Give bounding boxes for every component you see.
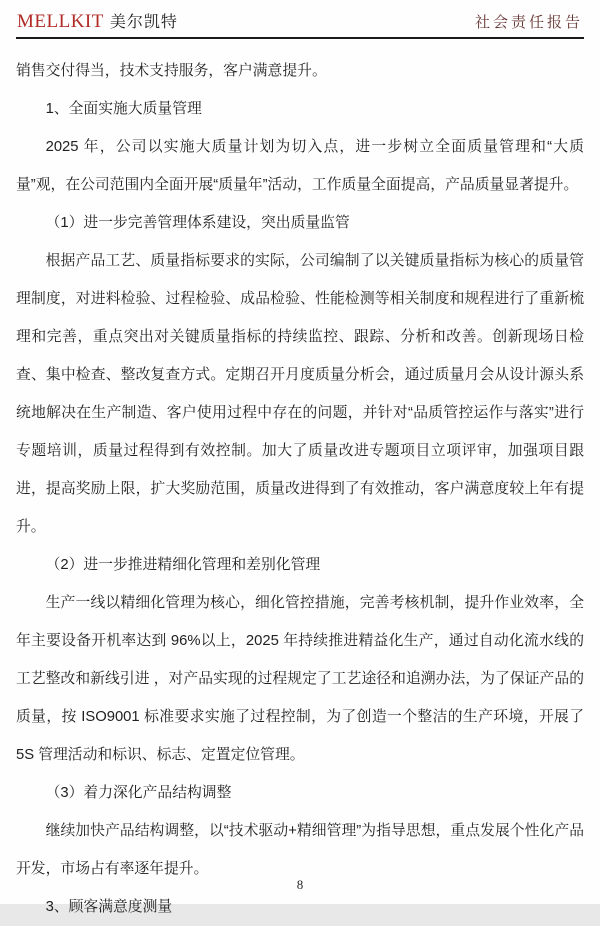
logo-latin-text: MELLKIT bbox=[17, 11, 104, 32]
section-heading: （1）进一步完善管理体系建设，突出质量监管 bbox=[45, 215, 350, 231]
report-title: 社会责任报告 bbox=[474, 15, 583, 31]
document-body bbox=[0, 39, 600, 926]
paragraph: 生产一线以精细化管理为核心，细化管控措施，完善考核机制，提升作业效率，全年主要设备开机率达到 96%以上，2025 年持续推进精益化生产，通过自动化流水线的工艺整改和新线引进 ，对产品实现的过程规定了工艺途径和追溯办法，为了保证产品的质量，按 ISO9001 标准要求实施了过程控制，为了创造一个整洁的生产环境，开展了 5S 管理活动和标识、标志、定置定位管理。 bbox=[16, 595, 584, 763]
section-heading: （3）着力深化产品结构调整 bbox=[45, 785, 232, 801]
page-header bbox=[0, 0, 600, 37]
company-logo bbox=[17, 9, 178, 33]
section-heading: 1、全面实施大质量管理 bbox=[45, 101, 202, 117]
logo-chinese-text: 美尔凯特 bbox=[109, 14, 178, 31]
paragraph: 继续加快产品结构调整，以“技术驱动+精细管理”为指导思想，重点发展个性化产品开发，市场占有率逐年提升。 bbox=[16, 823, 584, 877]
section-heading: （2）进一步推进精细化管理和差别化管理 bbox=[45, 557, 321, 573]
page-number: 8 bbox=[296, 877, 304, 892]
paragraph: 2025 年，公司以实施大质量计划为切入点，进一步树立全面质量管理和“大质量”观，在公司范围内全面开展“质量年”活动，工作质量全面提高，产品质量显著提升。 bbox=[16, 139, 584, 193]
section-heading: 3、顾客满意度测量 bbox=[45, 899, 173, 915]
paragraph: 销售交付得当，技术支持服务，客户满意提升。 bbox=[16, 63, 327, 79]
page-footer bbox=[0, 876, 600, 894]
paragraph: 根据产品工艺、质量指标要求的实际，公司编制了以关键质量指标为核心的质量管理制度，对进料检验、过程检验、成品检验、性能检测等相关制度和规程进行了重新梳理和完善，重点突出对关键质量指标的持续监控、跟踪、分析和改善。创新现场日检查、集中检查、整改复查方式。定期召开月度质量分析会，通过质量月会从设计源头系统地解决在生产制造、客户使用过程中存在的问题，并针对“品质管控运作与落实”进行专题培训，质量过程得到有效控制。加大了质量改进专题项目立项评审，加强项目跟进，提高奖励上限，扩大奖励范围，质量改进得到了有效推动，客户满意度较上年有提升。 bbox=[16, 253, 584, 535]
